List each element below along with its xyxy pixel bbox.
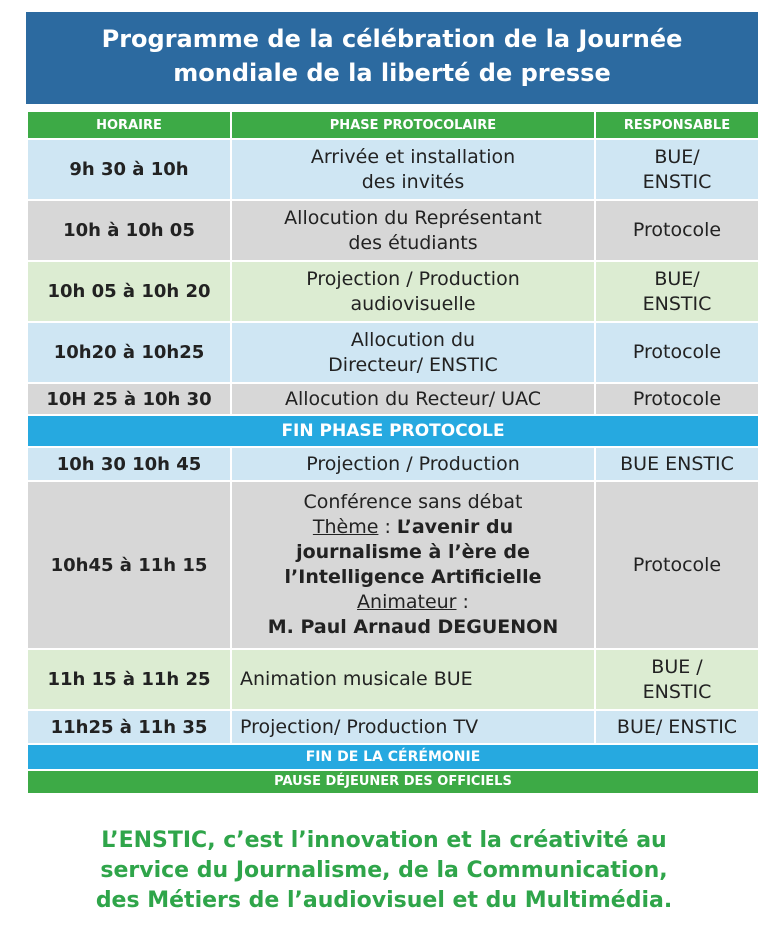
footer-tagline [0, 826, 768, 916]
resp-line: BUE/ [654, 267, 700, 290]
header-phase: PHASE PROTOCOLAIRE [231, 111, 595, 139]
resp-line: ENSTIC [642, 680, 712, 703]
phase-line: Allocution du [350, 328, 476, 351]
table-row [27, 261, 759, 322]
band-label: FIN DE LA CÉRÉMONIE [27, 744, 759, 770]
table-row [27, 383, 759, 415]
phase-line: audiovisuelle [350, 292, 476, 315]
row-responsible: Protocole [595, 383, 759, 415]
phase-line: Conférence sans débat [303, 491, 523, 513]
row-responsible: Protocole [595, 481, 759, 649]
table-row [27, 322, 759, 383]
table-row [27, 447, 759, 481]
row-responsible: Protocole [595, 200, 759, 261]
band-end-protocol-phase [27, 415, 759, 447]
moderator-label: Animateur [357, 591, 457, 613]
table-row [27, 200, 759, 261]
phase-line: des étudiants [348, 231, 478, 254]
row-time: 10H 25 à 10h 30 [27, 383, 231, 415]
header-responsible: RESPONSABLE [595, 111, 759, 139]
row-phase: Allocution du Recteur/ UAC [231, 383, 595, 415]
moderator-line [236, 590, 590, 615]
phase-line: Projection / Production [306, 267, 520, 290]
resp-line: BUE / [651, 655, 703, 678]
program-page [26, 12, 758, 795]
band-label: FIN PHASE PROTOCOLE [27, 415, 759, 447]
theme-separator: : [378, 516, 397, 538]
phase-line: Arrivée et installation [310, 145, 516, 168]
table-row [27, 710, 759, 744]
row-time: 11h 15 à 11h 25 [27, 649, 231, 710]
row-responsible: BUE ENSTIC [595, 447, 759, 481]
theme-label: Thème [312, 516, 379, 538]
row-phase: Animation musicale BUE [231, 649, 595, 710]
row-phase [231, 481, 595, 649]
table-row [27, 481, 759, 649]
moderator-separator: : [456, 591, 469, 613]
resp-line: ENSTIC [642, 170, 712, 193]
band-end-ceremony [27, 744, 759, 770]
theme-line [236, 515, 590, 540]
row-phase: Projection / Production [231, 447, 595, 481]
table-row [27, 649, 759, 710]
theme-text: journalisme à l’ère de [296, 541, 530, 563]
table-row [27, 139, 759, 200]
theme-text: L’avenir du [396, 516, 514, 538]
resp-line: ENSTIC [642, 292, 712, 315]
page-title [26, 12, 758, 104]
row-responsible [595, 649, 759, 710]
tagline-line: des Métiers de l’audiovisuel et du Multimédia. [95, 888, 673, 913]
row-phase: Projection/ Production TV [231, 710, 595, 744]
row-phase [231, 322, 595, 383]
row-responsible: BUE/ ENSTIC [595, 710, 759, 744]
row-phase [231, 139, 595, 200]
title-line-1: Programme de la célébration de la Journée [101, 25, 683, 53]
resp-line: BUE/ [654, 145, 700, 168]
row-time: 10h20 à 10h25 [27, 322, 231, 383]
program-table [26, 110, 760, 795]
row-phase [231, 261, 595, 322]
tagline-line: service du Journalisme, de la Communication, [100, 858, 668, 883]
title-line-2: mondiale de la liberté de presse [173, 59, 611, 87]
row-responsible [595, 139, 759, 200]
row-time: 9h 30 à 10h [27, 139, 231, 200]
row-time: 10h 05 à 10h 20 [27, 261, 231, 322]
row-responsible: Protocole [595, 322, 759, 383]
phase-line: Allocution du Représentant [284, 206, 542, 229]
row-time: 10h45 à 11h 15 [27, 481, 231, 649]
phase-line: des invités [361, 170, 465, 193]
row-responsible [595, 261, 759, 322]
band-lunch-break [27, 770, 759, 794]
table-header-row [27, 111, 759, 139]
row-time: 10h 30 10h 45 [27, 447, 231, 481]
tagline-line: L’ENSTIC, c’est l’innovation et la créativité au [101, 828, 667, 853]
row-phase [231, 200, 595, 261]
theme-text: l’Intelligence Artificielle [284, 566, 542, 588]
header-time: HORAIRE [27, 111, 231, 139]
row-time: 11h25 à 11h 35 [27, 710, 231, 744]
phase-line: Directeur/ ENSTIC [328, 353, 498, 376]
band-label: PAUSE DÉJEUNER DES OFFICIELS [27, 770, 759, 794]
moderator-name: M. Paul Arnaud DEGUENON [267, 616, 559, 638]
row-time: 10h à 10h 05 [27, 200, 231, 261]
